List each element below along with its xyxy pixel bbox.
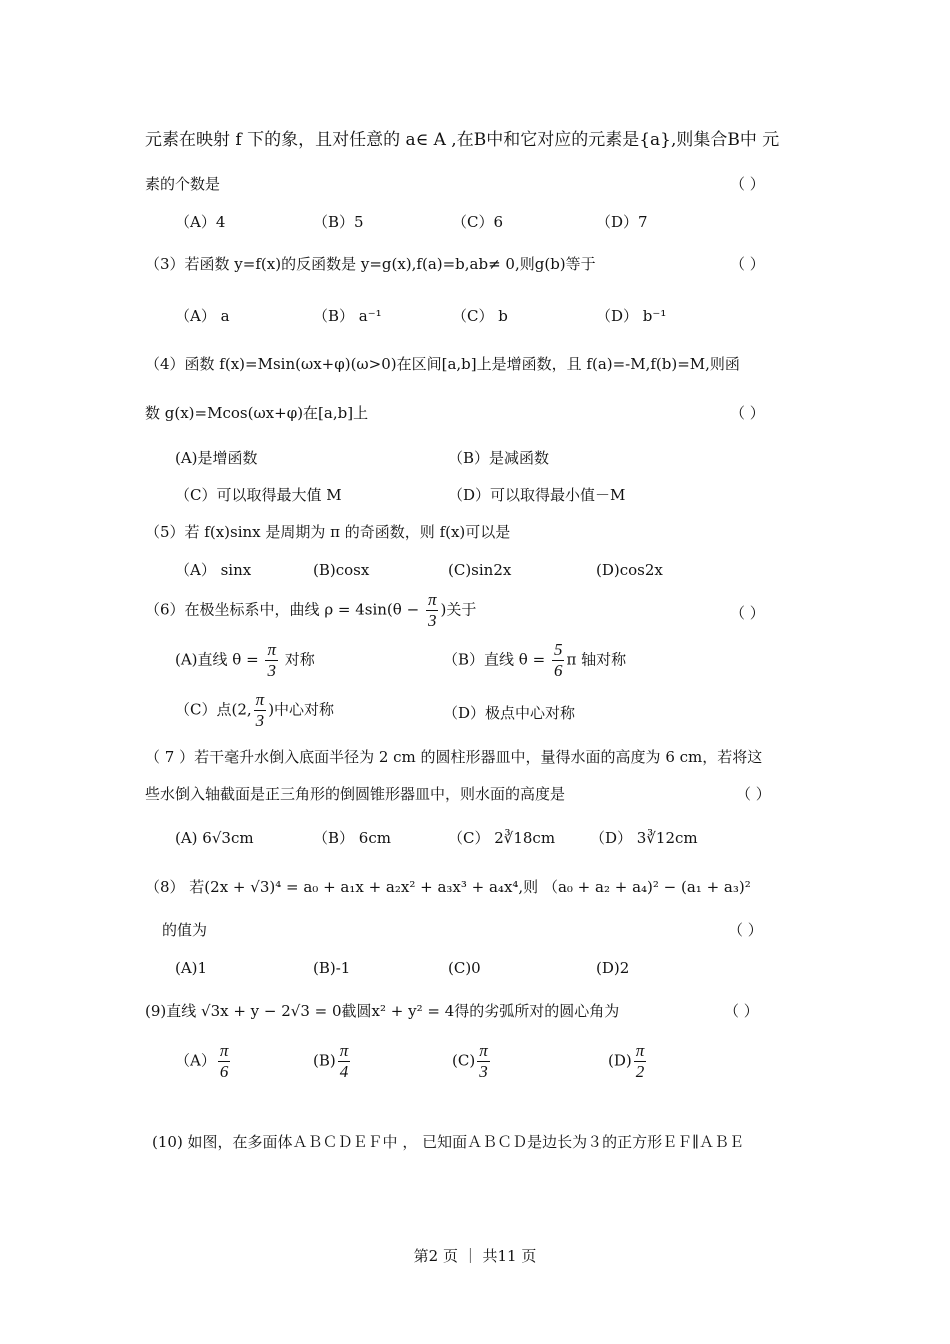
- q6-option-c-suffix: )中心对称: [268, 700, 335, 719]
- q8-option-b: (B)-1: [313, 959, 351, 977]
- q4-line1: （4）函数 f(x)=Msin(ωx+φ)(ω>0)在区间[a,b]上是增函数，且 f(a)=-M,f(b)=M,则函: [145, 355, 740, 373]
- q9-stem: (9)直线 √3x + y − 2√3 = 0截圆x² + y² = 4得的劣弧所对的圆心角为: [145, 1002, 620, 1020]
- q6-option-c-fraction: [254, 690, 267, 731]
- q2-option-d: （D）7: [596, 213, 648, 231]
- q7-option-d: （D） 3∛12cm: [590, 829, 698, 847]
- q6-option-b-fraction: [552, 640, 565, 681]
- q9-option-b-den: 4: [339, 1062, 349, 1081]
- q6-option-a-three: 3: [267, 661, 276, 680]
- q9-option-a-den: 6: [219, 1062, 229, 1081]
- q3-answer-paren: （ ）: [730, 255, 765, 273]
- q6-stem: [145, 590, 476, 631]
- q2-option-b: （B）5: [313, 213, 364, 231]
- q9-option-c-den: 3: [479, 1062, 488, 1081]
- q2-option-c: （C）6: [452, 213, 504, 231]
- q9-option-a-pi: π: [219, 1041, 229, 1060]
- q4-option-d: （D）可以取得最小值－M: [448, 486, 626, 504]
- q6-stem-pi: π: [427, 590, 437, 609]
- q8-line2: 的值为: [162, 921, 208, 939]
- q6-option-a-pi: π: [267, 640, 276, 659]
- q7-line1: （ 7 ）若干毫升水倒入底面半径为 2 cm 的圆柱形器皿中，量得水面的高度为 6 cm，若将这: [145, 748, 763, 766]
- q5-option-c: (C)sin2x: [448, 561, 512, 579]
- q9-option-c-label: (C): [452, 1051, 476, 1070]
- q4-option-c: （C）可以取得最大值 M: [175, 486, 342, 504]
- q6-stem-three: 3: [427, 611, 437, 630]
- q9-option-d-fraction: [634, 1041, 647, 1082]
- q8-line1: （8） 若(2x + √3)⁴ = a₀ + a₁x + a₂x² + a₃x³ + a₄x⁴,则 （a₀ + a₂ + a₄)² − (a₁ + a₃)²: [145, 878, 751, 896]
- q6-option-c: [175, 690, 334, 731]
- q2-line1: 元素在映射 f 下的象，且对任意的 a∈ A ,在B中和它对应的元素是{a},则集合B中 元: [145, 130, 780, 150]
- q6-option-a: [175, 640, 315, 681]
- q3-stem: （3）若函数 y=f(x)的反函数是 y=g(x),f(a)=b,ab≠ 0,则g(b)等于: [145, 255, 596, 273]
- q5-option-d: (D)cos2x: [596, 561, 663, 579]
- q9-option-b-pi: π: [339, 1041, 349, 1060]
- q9-option-b-label: (B): [313, 1051, 336, 1070]
- q7-answer-paren: （ ）: [736, 785, 771, 803]
- q3-option-a: （A） a: [175, 307, 230, 325]
- q6-option-b-suffix: π 轴对称: [566, 650, 627, 669]
- q6-stem-fraction: [426, 590, 439, 631]
- q6-option-c-pi: π: [255, 690, 265, 709]
- q6-option-c-prefix: （C）点(2,: [175, 700, 252, 719]
- q9-option-d: [608, 1041, 648, 1082]
- q9-option-b-fraction: [338, 1041, 351, 1082]
- q9-option-d-pi: π: [635, 1041, 645, 1060]
- q9-option-c: [452, 1041, 492, 1082]
- q5-option-a: （A） sinx: [175, 561, 252, 579]
- q2-answer-paren: （ ）: [730, 175, 765, 193]
- q6-stem-suffix: )关于: [440, 600, 477, 619]
- q2-line2: 素的个数是: [145, 175, 221, 193]
- q10-stem: (10) 如图，在多面体ＡＢＣＤＥＦ中 ， 已知面ＡＢＣＤ是边长为３的正方形ＥＦ∥ＡＢＥ: [152, 1133, 745, 1151]
- q6-stem-prefix: （6）在极坐标系中，曲线 ρ = 4sin(θ −: [145, 600, 424, 619]
- q6-option-a-fraction: [265, 640, 278, 681]
- q4-answer-paren: （ ）: [730, 404, 765, 422]
- q9-option-a-label: （A）: [175, 1051, 216, 1070]
- q9-option-a: [175, 1041, 232, 1082]
- q2-option-a: （A）4: [175, 213, 226, 231]
- q8-option-c: (C)0: [448, 959, 481, 977]
- q5-option-b: (B)cosx: [313, 561, 370, 579]
- q9-option-c-fraction: [477, 1041, 490, 1082]
- q6-option-c-three: 3: [255, 711, 265, 730]
- q3-option-d: （D） b⁻¹: [596, 307, 667, 325]
- q6-option-a-suffix: 对称: [279, 650, 315, 669]
- q9-option-a-fraction: [218, 1041, 231, 1082]
- q7-option-a: (A) 6√3cm: [175, 829, 254, 847]
- q8-option-a: (A)1: [175, 959, 208, 977]
- q3-option-c: （C） b: [452, 307, 508, 325]
- q4-option-a: (A)是增函数: [175, 449, 258, 467]
- q7-line2: 些水倒入轴截面是正三角形的倒圆锥形器皿中，则水面的高度是: [145, 785, 566, 803]
- q8-answer-paren: （ ）: [728, 921, 763, 939]
- q9-option-d-den: 2: [635, 1062, 645, 1081]
- q6-option-b-prefix: （B）直线 θ =: [443, 650, 550, 669]
- q3-option-b: （B） a⁻¹: [313, 307, 382, 325]
- q9-option-d-label: (D): [608, 1051, 632, 1070]
- q9-option-b: [313, 1041, 352, 1082]
- q9-option-c-pi: π: [479, 1041, 488, 1060]
- q7-option-b: （B） 6cm: [313, 829, 391, 847]
- q6-answer-paren: （ ）: [730, 604, 765, 622]
- q6-option-b: [443, 640, 626, 681]
- q4-line2: 数 g(x)=Mcos(ωx+φ)在[a,b]上: [145, 404, 369, 422]
- q6-option-b-six: 6: [553, 661, 563, 680]
- q7-option-c: （C） 2∛18cm: [448, 829, 556, 847]
- q6-option-b-five: 5: [553, 640, 563, 659]
- q8-option-d: (D)2: [596, 959, 630, 977]
- page-footer: 第2 页 ｜ 共11 页: [413, 1247, 537, 1265]
- q4-option-b: （B）是减函数: [448, 449, 550, 467]
- q6-option-a-prefix: (A)直线 θ =: [175, 650, 264, 669]
- q9-answer-paren: （ ）: [724, 1002, 759, 1020]
- q6-option-d: （D）极点中心对称: [443, 704, 576, 722]
- q5-stem: （5）若 f(x)sinx 是周期为 π 的奇函数，则 f(x)可以是: [145, 523, 511, 541]
